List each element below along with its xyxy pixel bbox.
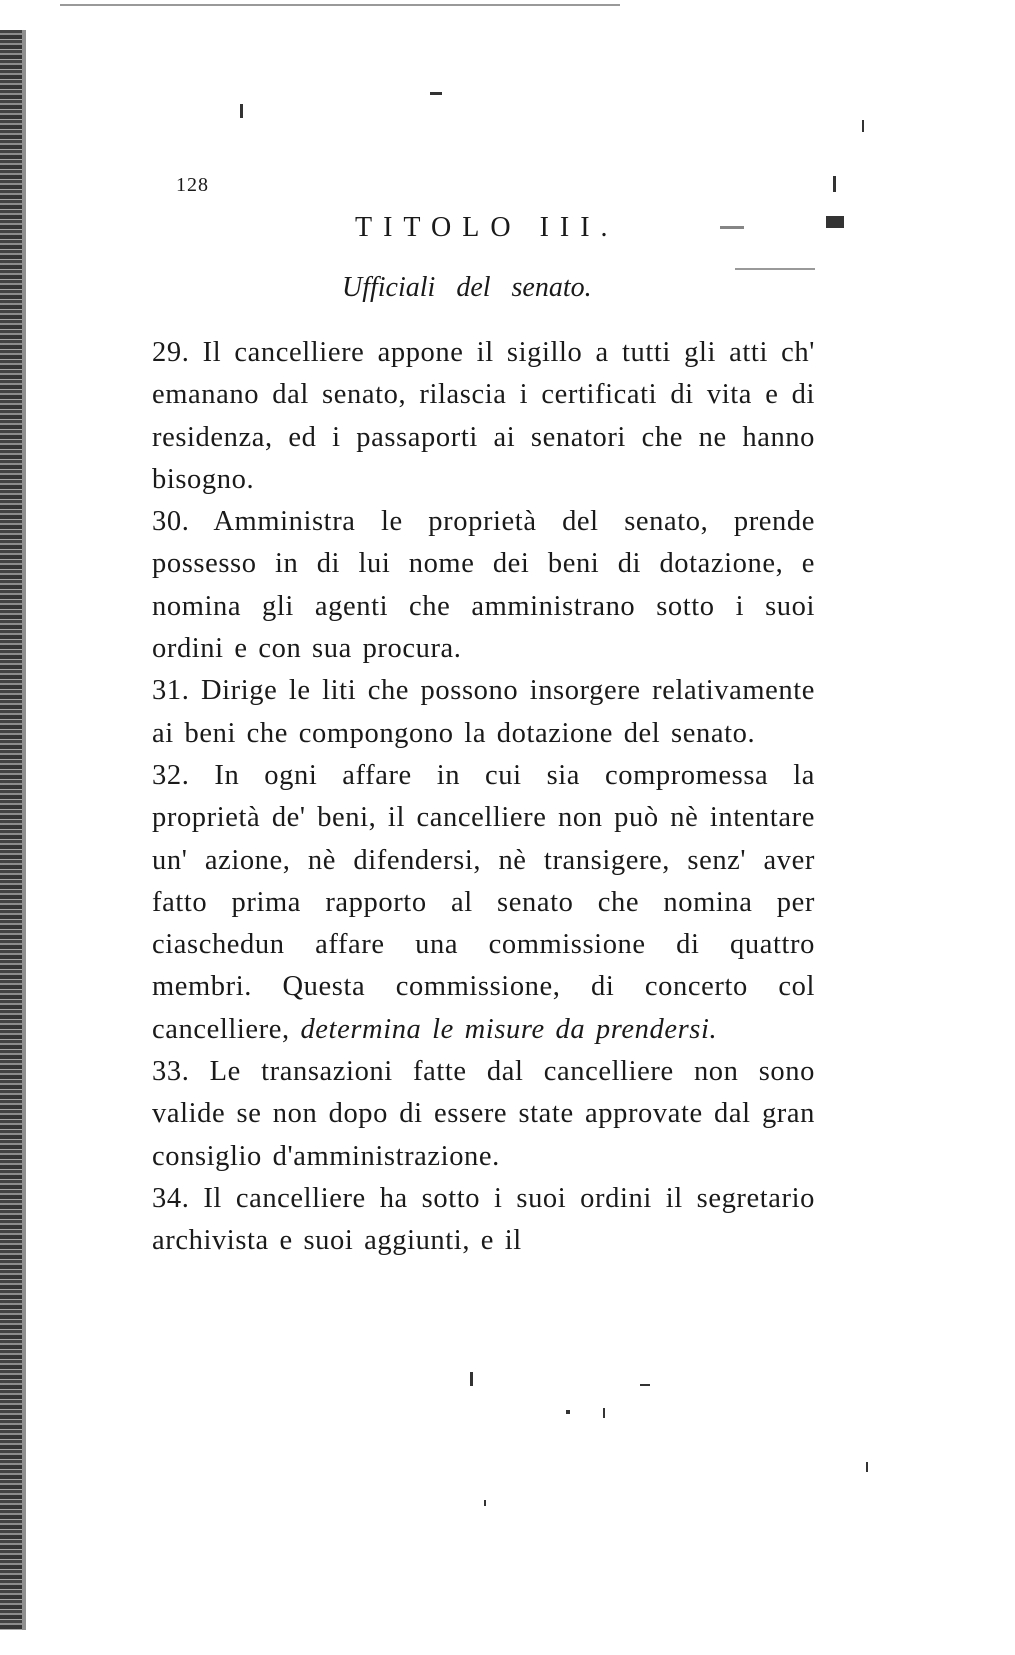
paragraph-number: 30.: [152, 506, 190, 538]
paragraph-text: In ogni affare in cui sia compromessa la proprietà de' beni, il cancelliere non può nè intentare un' azione, nè difendersi, nè transigere, senz' aver fatto prima rapporto al senato che nomina per ciaschedun affare una commissione di quattro membri. Questa commissione, di concerto col cancelliere,: [152, 759, 815, 1045]
chapter-title: TITOLO III.: [355, 212, 619, 243]
paragraph: [152, 1178, 815, 1263]
scan-speck: [833, 176, 836, 192]
paragraph-text: Il cancelliere ha sotto i suoi ordini il segretario archivista e suoi aggiunti, e il: [152, 1182, 815, 1257]
paragraph: [152, 755, 815, 1051]
scan-speck: [720, 226, 744, 229]
paragraph-text: Il cancelliere appone il sigillo a tutti gli atti ch' emanano dal senato, rilascia i certificati di vita e di residenza, ed i passaporti ai senatori che ne hanno bisogno.: [152, 337, 815, 495]
paragraph-number: 32.: [152, 759, 190, 791]
scan-speck: [603, 1408, 605, 1418]
binding-shadow: [22, 30, 26, 1630]
chapter-subtitle: Ufficiali del senato.: [342, 272, 592, 303]
scan-speck: [866, 1462, 868, 1472]
scan-speck: [484, 1500, 486, 1506]
paragraph: [152, 1051, 815, 1178]
paragraph-text: Amministra le proprietà del senato, prende possesso in di lui nome dei beni di dotazione, e nomina gli agenti che amministrano sotto i suoi ordini e con sua procura.: [152, 506, 815, 665]
paragraph-number: 31.: [152, 675, 190, 707]
paragraph: [152, 501, 815, 670]
paragraph-text: Dirige le liti che possono insorgere relativamente ai beni che compongono la dotazione del senato.: [152, 675, 815, 749]
scan-speck: [240, 104, 243, 118]
scan-speck: [566, 1410, 570, 1414]
paragraph-text: Le transazioni fatte dal cancelliere non sono valide se non dopo di essere state approvate dal gran consiglio d'amministrazione.: [152, 1056, 815, 1172]
scan-speck: [862, 120, 864, 132]
paragraph-number: 34.: [152, 1182, 190, 1214]
scan-speck: [826, 216, 844, 228]
scan-speck: [640, 1384, 650, 1386]
body-text: [152, 332, 815, 1263]
paragraph: [152, 670, 815, 755]
paragraph: [152, 332, 815, 501]
paragraph-italic-text: determina le misure da prendersi.: [300, 1013, 718, 1045]
scan-speck: [735, 268, 815, 270]
scan-speck: [430, 92, 442, 95]
top-rule: [60, 4, 620, 6]
scan-speck: [470, 1372, 473, 1386]
page-number: 128: [176, 174, 209, 196]
binding-edge: [0, 30, 22, 1630]
paragraph-number: 33.: [152, 1056, 190, 1088]
paragraph-number: 29.: [152, 337, 190, 368]
